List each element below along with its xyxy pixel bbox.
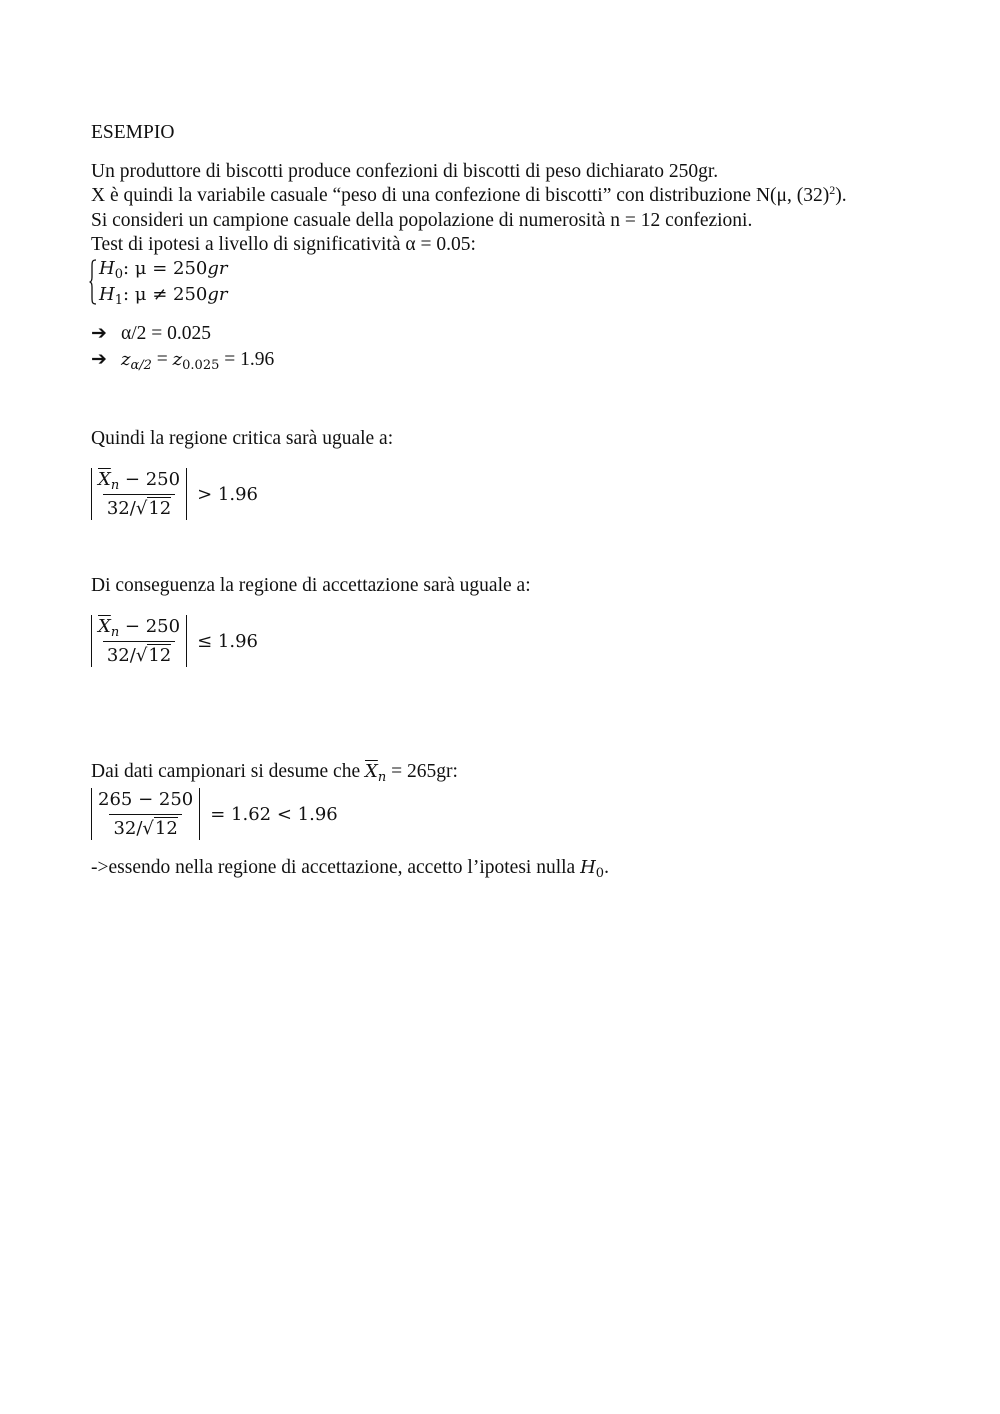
critical-region-formula [91,466,258,522]
critical-fraction [96,468,182,520]
sample-mean-subscript: n [110,478,120,493]
null-hypothesis-expression: : μ = 250 [122,258,208,279]
sample-mean-symbol: $\overline{X}$ [98,469,111,490]
abs-bar-right [199,788,200,840]
sample-numerator: 265 − 250 [98,789,194,810]
intro-line-2-end: ). [835,185,847,206]
sample-denominator [109,814,181,840]
abs-bar-left [91,788,92,840]
arrow-right-icon: ➔ [91,348,107,370]
null-hypothesis-subscript: 0 [114,267,123,282]
critical-region-intro: Quindi la regione critica sarà uguale a: [91,428,394,449]
sample-formula [91,786,338,842]
sample-relation: = 1.62 < 1.96 [210,803,338,825]
sample-mean-symbol: $\overline{X}$ [365,761,378,782]
sample-mean-subscript: n [110,625,120,640]
intro-line-1: Un produttore di biscotti produce confezioni di biscotti di peso dichiarato 250gr. [91,161,719,182]
conclusion-hypothesis-symbol: H [580,857,596,878]
conclusion-hypothesis-subscript: 0 [595,866,605,881]
sqrt-icon: √12 [135,498,172,519]
acceptance-region-intro: Di conseguenza la regione di accettazione sarà uguale a: [91,575,531,596]
alternative-hypothesis [99,283,228,307]
sample-radicand: 12 [154,818,178,839]
brace-icon [89,259,97,305]
z-value: = 1.96 [219,349,275,370]
critical-radicand: 12 [148,498,172,519]
null-hypothesis-symbol: H [99,258,115,279]
critical-denominator [103,494,175,520]
conclusion-end: . [604,857,609,878]
arrow-right-icon: ➔ [91,322,107,344]
alternative-hypothesis-expression: : μ ≠ 250 [122,284,208,305]
z-equals: = [151,349,173,370]
intro-line-3: Si consideri un campione casuale della popolazione di numerosità n = 12 confezioni. [91,210,753,231]
sqrt-icon: √12 [142,818,178,839]
sample-mean-symbol: $\overline{X}$ [98,616,111,637]
z-symbol-2: z [172,349,183,370]
sample-intro [91,760,458,784]
sample-fraction [96,788,195,840]
null-hypothesis [99,257,228,281]
sqrt-icon: √12 [135,645,172,666]
acceptance-numerator-rest: − 250 [119,616,181,637]
intro-line-2 [91,184,847,208]
acceptance-relation: ≤ 1.96 [197,630,258,652]
acceptance-fraction [96,615,182,667]
abs-bar-right [186,615,187,667]
intro-line-2-exponent: 2 [829,183,836,197]
critical-relation: > 1.96 [197,483,258,505]
critical-numerator [96,468,182,494]
section-title: ESEMPIO [91,122,175,143]
sample-denominator-text: 32/ [113,818,143,839]
step-z-value [91,347,274,372]
critical-denominator-text: 32/ [106,498,136,519]
z-subscript-alpha: α/2 [130,358,152,373]
alternative-hypothesis-unit: gr [207,284,228,305]
z-subscript-value: 0.025 [182,358,220,373]
intro-line-2-text: X è quindi la variabile casuale “peso di una confezione di biscotti” con distribuzione N(μ, (32) [91,185,830,206]
acceptance-denominator-text: 32/ [106,645,136,666]
abs-bar-right [186,468,187,520]
abs-bar-left [91,468,92,520]
acceptance-radicand: 12 [148,645,172,666]
sample-intro-value: = 265gr: [386,761,458,782]
abs-bar-left [91,615,92,667]
conclusion [91,856,609,880]
acceptance-numerator [96,615,182,641]
sample-mean-subscript: n [377,770,387,785]
z-symbol: z [121,349,131,370]
conclusion-text: ->essendo nella regione di accettazione, accetto l’ipotesi nulla [91,857,581,878]
step-alpha-half [91,321,211,346]
step-alpha-half-text: α/2 = 0.025 [121,323,212,344]
critical-numerator-rest: − 250 [119,469,181,490]
sample-intro-text: Dai dati campionari si desume che [91,761,365,782]
alternative-hypothesis-symbol: H [99,284,115,305]
null-hypothesis-unit: gr [207,258,228,279]
intro-line-4: Test di ipotesi a livello di significatività α = 0.05: [91,234,476,255]
alternative-hypothesis-subscript: 1 [114,293,123,308]
acceptance-denominator [103,641,175,667]
acceptance-region-formula [91,613,258,669]
